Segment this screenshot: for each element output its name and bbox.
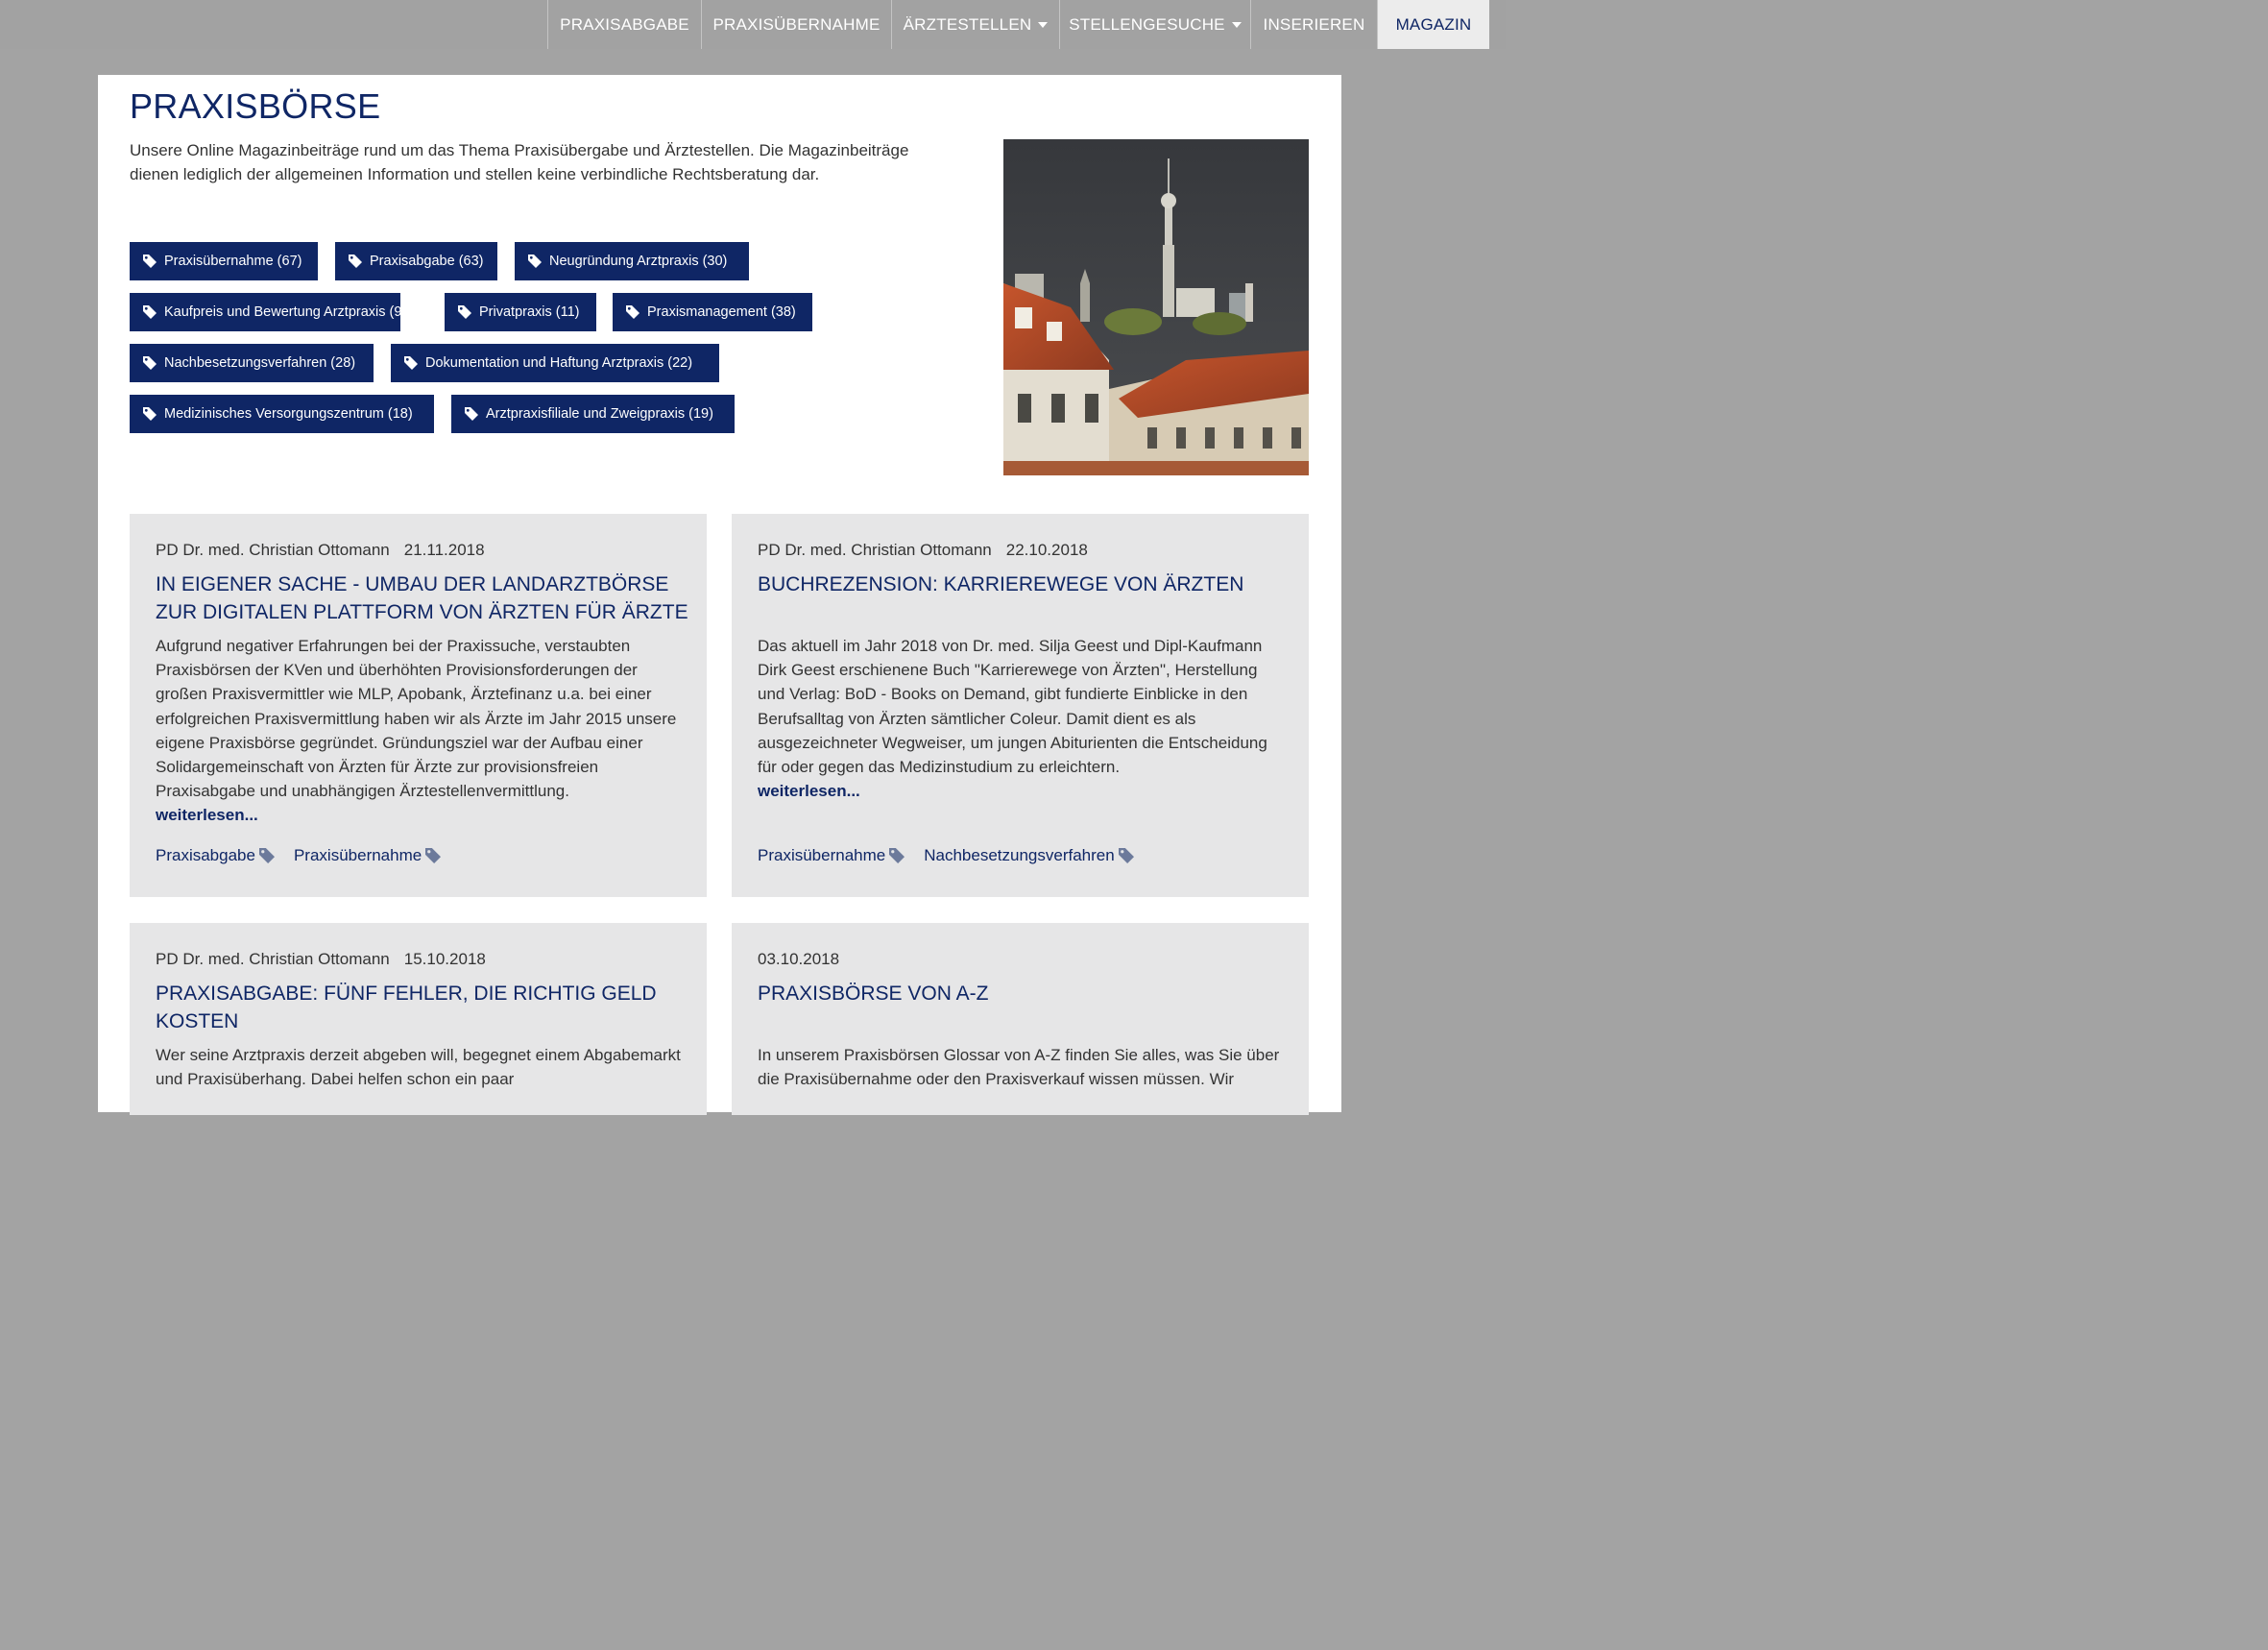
category-kaufpreis[interactable] (130, 293, 407, 331)
main-menu (547, 0, 1489, 49)
article-excerpt-text: In unserem Praxisbörsen Glossar von A-Z finden Sie alles, was Sie über die Praxisübernahme oder den Praxisverkauf wissen müssen. Wir (758, 1046, 1280, 1089)
article-tag[interactable] (294, 846, 441, 865)
category-label: Neugründung Arztpraxis (30) (549, 254, 728, 269)
article-meta (156, 950, 486, 969)
article-title[interactable]: PRAXISBÖRSE VON A-Z (758, 983, 989, 1005)
nav-item-inserieren[interactable] (1250, 0, 1377, 49)
article-tag-label: Nachbesetzungsverfahren (924, 846, 1115, 864)
article-tag[interactable] (924, 846, 1133, 865)
nav-item-magazin[interactable] (1377, 0, 1489, 49)
category-praxismanagement[interactable] (613, 293, 812, 331)
read-more-link[interactable]: weiterlesen... (156, 806, 258, 825)
article-author: PD Dr. med. Christian Ottomann (156, 541, 390, 559)
tag-icon (143, 305, 157, 319)
tag-icon (425, 848, 441, 863)
category-label: Privatpraxis (11) (479, 304, 580, 320)
article-tag-label: Praxisabgabe (156, 846, 255, 864)
tag-icon (458, 305, 471, 319)
nav-item-stellengesuche[interactable] (1059, 0, 1250, 49)
article-title[interactable]: BUCHREZENSION: KARRIEREWEGE VON ÄRZTEN (758, 573, 1244, 595)
article-date: 21.11.2018 (403, 541, 485, 559)
category-mvz[interactable] (130, 395, 434, 433)
article-meta (758, 541, 1088, 560)
article-excerpt (156, 1043, 684, 1091)
nav-item-label: PRAXISÜBERNAHME (712, 14, 881, 34)
category-label: Nachbesetzungsverfahren (28) (164, 355, 356, 371)
page-intro: Unsere Online Magazinbeiträge rund um das Thema Praxisübergabe und Ärztestellen. Die Magazinbeiträge dienen lediglich der allgemeinen Information und stellen keine verbindliche Rechtsberatung dar. (130, 141, 909, 183)
nav-item-praxisabgabe[interactable] (547, 0, 701, 49)
article-tag-label: Praxisübernahme (293, 846, 422, 864)
article-card (130, 923, 707, 1115)
article-date: 22.10.2018 (1005, 541, 1088, 559)
article-date: 03.10.2018 (758, 950, 840, 968)
article-author: PD Dr. med. Christian Ottomann (156, 950, 390, 968)
nav-item-label: MAGAZIN (1395, 14, 1472, 34)
category-neugruendung[interactable] (515, 242, 749, 280)
article-title[interactable]: IN EIGENER SACHE - UMBAU DER LANDARZTBÖRSE ZUR DIGITALEN PLATTFORM VON ÄRZTEN FÜR ÄRZTE (156, 573, 688, 623)
article-date: 15.10.2018 (403, 950, 486, 968)
category-privatpraxis[interactable] (445, 293, 596, 331)
category-label: Medizinisches Versorgungszentrum (18) (164, 406, 413, 422)
caret-down-icon (1232, 22, 1242, 28)
tag-icon (143, 407, 157, 421)
nav-item-label: PRAXISABGABE (560, 14, 689, 34)
category-label: Arztpraxisfiliale und Zweigpraxis (19) (486, 406, 713, 422)
top-navigation (0, 0, 1506, 49)
article-tags (156, 846, 441, 865)
category-label: Dokumentation und Haftung Arztpraxis (22) (425, 355, 693, 371)
content-panel (98, 75, 1341, 1112)
nav-item-praxisuebernahme[interactable] (701, 0, 891, 49)
article-meta (156, 541, 485, 560)
article-excerpt (758, 1043, 1286, 1091)
tag-icon (465, 407, 478, 421)
tag-icon (1119, 848, 1134, 863)
article-excerpt-text: Wer seine Arztpraxis derzeit abgeben will, begegnet einem Abgabemarkt und Praxisüberhang. Dabei helfen schon ein paar (156, 1046, 681, 1089)
article-excerpt (156, 634, 684, 828)
tag-icon (143, 356, 157, 370)
tag-icon (349, 255, 362, 268)
category-praxisuebernahme[interactable] (130, 242, 318, 280)
caret-down-icon (1038, 22, 1048, 28)
category-nachbesetzungsverfahren[interactable] (130, 344, 374, 382)
tag-icon (626, 305, 639, 319)
article-card (732, 514, 1309, 897)
nav-item-label: STELLENGESUCHE (1069, 14, 1225, 34)
article-tag[interactable] (758, 846, 905, 865)
category-label: Praxisabgabe (63) (370, 254, 484, 269)
article-author: PD Dr. med. Christian Ottomann (758, 541, 992, 559)
article-tag[interactable] (156, 846, 275, 865)
page-title: PRAXISBÖRSE (130, 86, 381, 126)
article-meta (758, 950, 839, 969)
category-label: Praxisübernahme (67) (164, 254, 302, 269)
nav-item-label: ÄRZTESTELLEN (903, 14, 1032, 34)
article-excerpt-text: Das aktuell im Jahr 2018 von Dr. med. Silja Geest und Dipl-Kaufmann Dirk Geest erschienene Buch "Karrierewege von Ärzten", Herstellung und Verlag: BoD - Books on Demand, gibt fundierte Einblicke in den Berufsalltag von Ärzten sämtlicher Coleur. Damit dient es als ausgezeichneter Wegweiser, um jungen Abiturienten die Entscheidung für oder gegen das Medizinstudium zu erleichtern. (758, 637, 1267, 777)
article-tag-label: Praxisübernahme (758, 846, 886, 864)
article-excerpt-text: Aufgrund negativer Erfahrungen bei der Praxissuche, verstaubten Praxisbörsen der KVen und überhöhten Provisionsforderungen der großen Praxisvermittler wie MLP, Apobank, Ärztefinanz u.a. bei einer erfolgreichen Praxisvermittlung haben wir als Ärzte im Jahr 2015 unsere eigene Praxisbörse gegründet. Gründungsziel war der Aufbau einer Solidargemeinschaft von Ärzten für Ärzte zur provisionsfreien Praxisabgabe und unabhängigen Ärztestellenvermittlung. (156, 637, 677, 801)
category-arztpraxisfiliale[interactable] (451, 395, 735, 433)
tag-icon (404, 356, 418, 370)
article-excerpt (758, 634, 1286, 803)
tag-icon (889, 848, 905, 863)
category-praxisabgabe[interactable] (335, 242, 497, 280)
article-card (732, 923, 1309, 1115)
article-title[interactable]: PRAXISABGABE: FÜNF FEHLER, DIE RICHTIG GELD KOSTEN (156, 983, 657, 1032)
hero-image (1003, 139, 1309, 475)
category-label: Praxismanagement (38) (647, 304, 796, 320)
tag-icon (259, 848, 275, 863)
nav-item-label: INSERIEREN (1263, 14, 1365, 34)
article-tags (758, 846, 1134, 865)
read-more-link[interactable]: weiterlesen... (758, 782, 860, 801)
category-label: Kaufpreis und Bewertung Arztpraxis (9) (164, 304, 407, 320)
tag-icon (528, 255, 542, 268)
nav-item-aerztestellen[interactable] (891, 0, 1059, 49)
category-dokumentation-haftung[interactable] (391, 344, 719, 382)
article-card (130, 514, 707, 897)
tag-icon (143, 255, 157, 268)
